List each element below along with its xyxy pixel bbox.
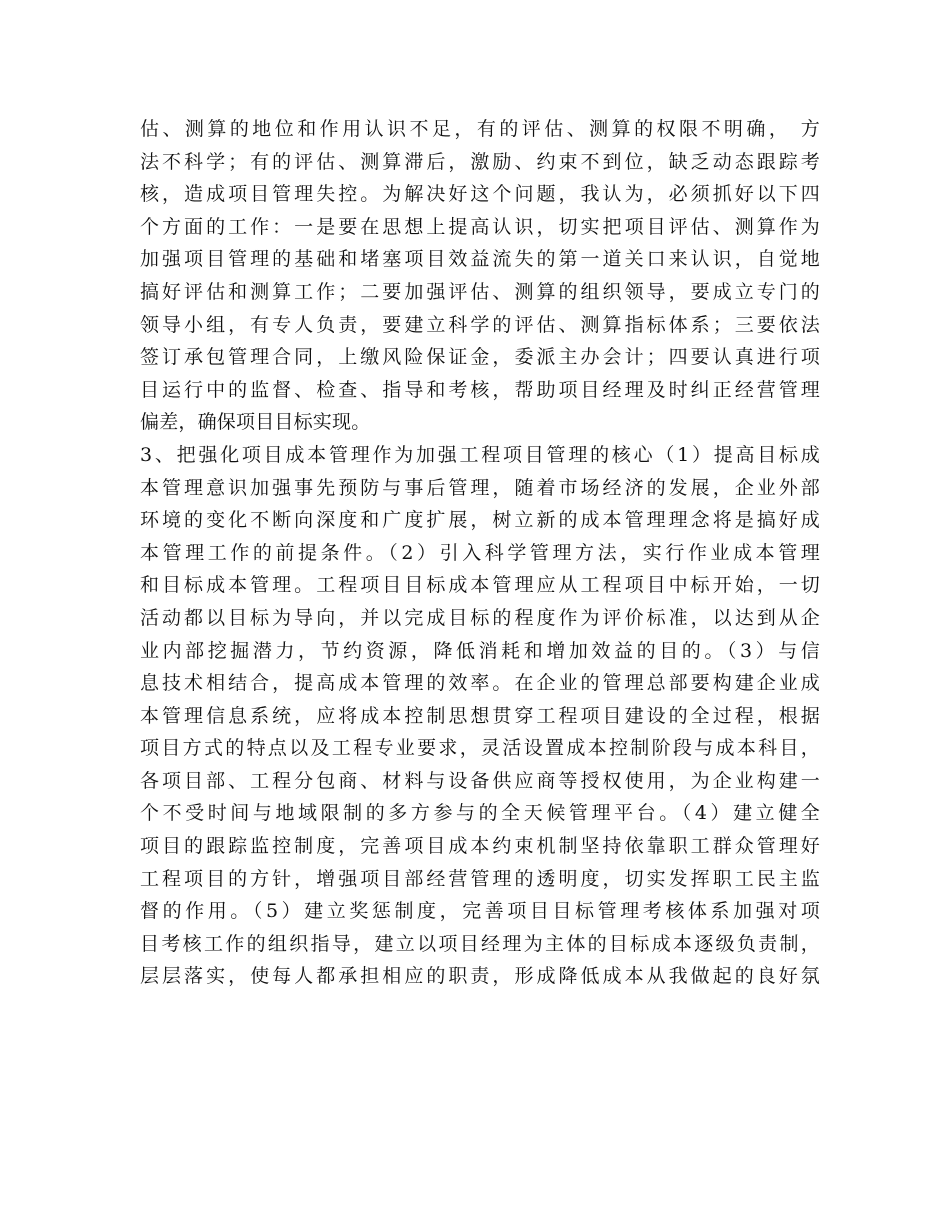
text-line: 目考核工作的组织指导，建立以项目经理为主体的目标成本逐级负责制，	[140, 932, 820, 955]
text-line: 本管理信息系统，应将成本控制思想贯穿工程项目建设的全过程，根据	[140, 704, 820, 727]
text-line: 个方面的工作：一是要在思想上提高认识，切实把项目评估、测算作为	[140, 215, 820, 238]
text-line: 法不科学；有的评估、测算滞后，激励、约束不到位，缺乏动态跟踪考	[140, 150, 820, 173]
text-line: 各项目部、工程分包商、材料与设备供应商等授权使用，为企业构建一	[140, 769, 820, 792]
text-line: 个不受时间与地域限制的多方参与的全天候管理平台。（4）建立健全	[140, 802, 820, 825]
text-line: 业内部挖掘潜力，节约资源，降低消耗和增加效益的目的。（3）与信	[140, 639, 820, 662]
text-line: 目运行中的监督、检查、指导和考核，帮助项目经理及时纠正经营管理	[140, 378, 820, 401]
text-line: 3、把强化项目成本管理作为加强工程项目管理的核心（1）提高目标成	[140, 443, 820, 466]
text-line: 搞好评估和测算工作；二要加强评估、测算的组织领导，要成立专门的	[140, 280, 820, 303]
body-text	[140, 113, 820, 993]
text-line: 项目的跟踪监控制度，完善项目成本约束机制坚持依靠职工群众管理好	[140, 835, 820, 858]
text-line: 督的作用。（5）建立奖惩制度，完善项目目标管理考核体系加强对项	[140, 900, 820, 923]
text-line: 加强项目管理的基础和堵塞项目效益流失的第一道关口来认识，自觉地	[140, 248, 820, 271]
text-line: 项目方式的特点以及工程专业要求，灵活设置成本控制阶段与成本科目，	[140, 737, 820, 760]
text-line: 本管理工作的前提条件。（2）引入科学管理方法，实行作业成本管理	[140, 541, 820, 564]
text-line: 领导小组，有专人负责，要建立科学的评估、测算指标体系；三要依法	[140, 313, 820, 336]
text-line: 和目标成本管理。工程项目目标成本管理应从工程项目中标开始，一切	[140, 574, 820, 597]
text-line: 息技术相结合，提高成本管理的效率。在企业的管理总部要构建企业成	[140, 672, 820, 695]
text-line: 活动都以目标为导向，并以完成目标的程度作为评价标准，以达到从企	[140, 606, 820, 629]
text-line: 核，造成项目管理失控。为解决好这个问题，我认为，必须抓好以下四	[140, 183, 820, 206]
text-line: 偏差，确保项目目标实现。	[140, 411, 371, 434]
text-line: 估、测算的地位和作用认识不足，有的评估、测算的权限不明确， 方	[140, 118, 820, 140]
text-line: 本管理意识加强事先预防与事后管理，随着市场经济的发展，企业外部	[140, 476, 820, 499]
text-line: 工程项目的方针，增强项目部经营管理的透明度，切实发挥职工民主监	[140, 867, 820, 890]
text-line: 签订承包管理合同，上缴风险保证金，委派主办会计；四要认真进行项	[140, 346, 820, 369]
text-line: 层层落实，使每人都承担相应的职责，形成降低成本从我做起的良好氛	[140, 965, 820, 988]
text-line: 环境的变化不断向深度和广度扩展，树立新的成本管理理念将是搞好成	[140, 509, 820, 532]
